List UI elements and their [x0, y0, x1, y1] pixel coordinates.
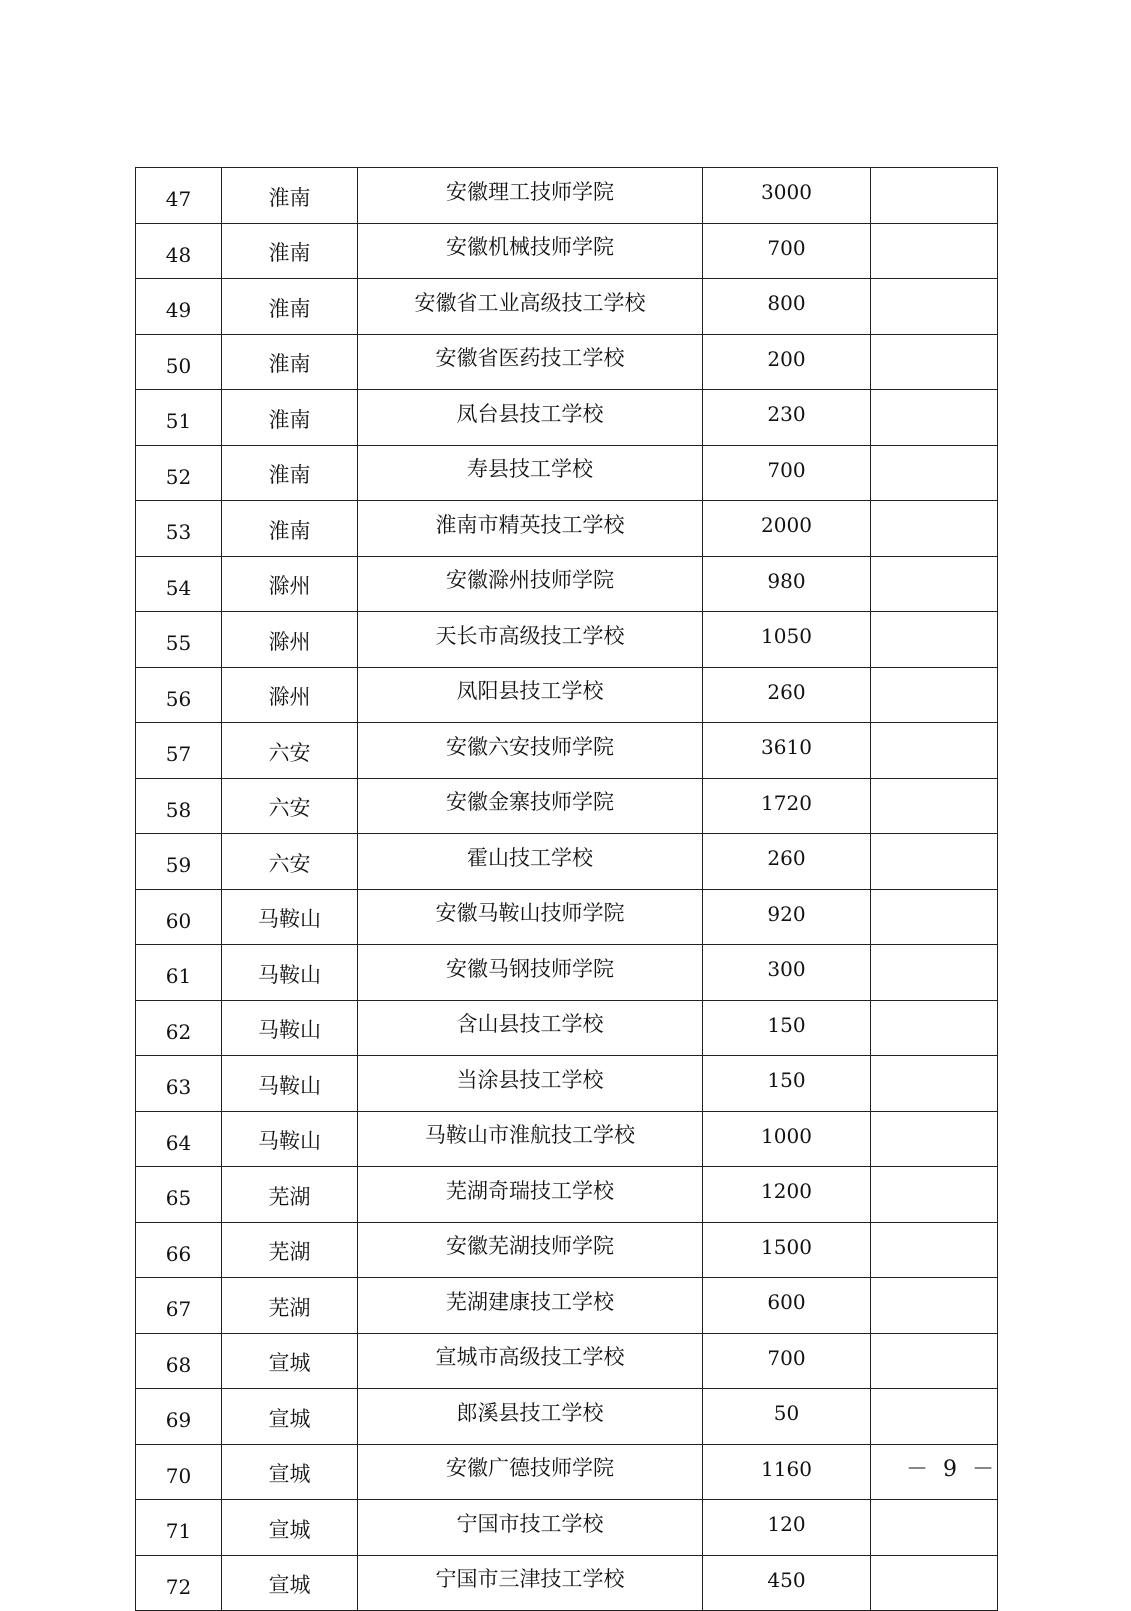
remarks-cell — [871, 1111, 998, 1167]
row-number-cell: 60 — [136, 889, 222, 945]
table-row — [136, 390, 998, 446]
school-name-cell: 宁国市三津技工学校 — [358, 1555, 703, 1611]
city-cell: 淮南 — [222, 279, 358, 335]
row-number-cell: 64 — [136, 1111, 222, 1167]
quota-cell: 980 — [703, 556, 871, 612]
remarks-cell — [871, 1555, 998, 1611]
school-name-cell: 安徽金寨技师学院 — [358, 778, 703, 834]
row-number-cell: 47 — [136, 168, 222, 224]
remarks-cell — [871, 778, 998, 834]
city-cell: 芜湖 — [222, 1278, 358, 1334]
city-cell: 宣城 — [222, 1444, 358, 1500]
remarks-cell — [871, 1500, 998, 1556]
table-body — [136, 168, 998, 1611]
quota-cell: 120 — [703, 1500, 871, 1556]
table-row — [136, 279, 998, 335]
city-cell: 滁州 — [222, 667, 358, 723]
remarks-cell — [871, 889, 998, 945]
quota-cell: 3610 — [703, 723, 871, 779]
quota-cell: 700 — [703, 1333, 871, 1389]
city-cell: 芜湖 — [222, 1167, 358, 1223]
city-cell: 滁州 — [222, 556, 358, 612]
school-name-cell: 寿县技工学校 — [358, 445, 703, 501]
row-number-cell: 70 — [136, 1444, 222, 1500]
remarks-cell — [871, 390, 998, 446]
city-cell: 马鞍山 — [222, 1056, 358, 1112]
school-name-cell: 安徽马钢技师学院 — [358, 945, 703, 1001]
row-number-cell: 62 — [136, 1000, 222, 1056]
school-name-cell: 安徽机械技师学院 — [358, 223, 703, 279]
school-name-cell: 安徽省医药技工学校 — [358, 334, 703, 390]
remarks-cell — [871, 1167, 998, 1223]
city-cell: 马鞍山 — [222, 889, 358, 945]
remarks-cell — [871, 1222, 998, 1278]
city-cell: 淮南 — [222, 501, 358, 557]
row-number-cell: 59 — [136, 834, 222, 890]
quota-cell: 2000 — [703, 501, 871, 557]
table-row — [136, 1444, 998, 1500]
row-number-cell: 50 — [136, 334, 222, 390]
school-name-cell: 宣城市高级技工学校 — [358, 1333, 703, 1389]
remarks-cell — [871, 279, 998, 335]
quota-cell: 1000 — [703, 1111, 871, 1167]
school-name-cell: 淮南市精英技工学校 — [358, 501, 703, 557]
row-number-cell: 49 — [136, 279, 222, 335]
table-row — [136, 945, 998, 1001]
school-name-cell: 安徽广德技师学院 — [358, 1444, 703, 1500]
quota-cell: 230 — [703, 390, 871, 446]
row-number-cell: 65 — [136, 1167, 222, 1223]
school-name-cell: 含山县技工学校 — [358, 1000, 703, 1056]
quota-cell: 920 — [703, 889, 871, 945]
row-number-cell: 57 — [136, 723, 222, 779]
school-name-cell: 凤台县技工学校 — [358, 390, 703, 446]
row-number-cell: 55 — [136, 612, 222, 668]
page-number: － 9 － — [906, 1457, 998, 1482]
school-name-cell: 凤阳县技工学校 — [358, 667, 703, 723]
table-row — [136, 612, 998, 668]
table-row — [136, 1056, 998, 1112]
table-row — [136, 1333, 998, 1389]
school-name-cell: 安徽理工技师学院 — [358, 168, 703, 224]
quota-cell: 1160 — [703, 1444, 871, 1500]
row-number-cell: 72 — [136, 1555, 222, 1611]
quota-cell: 260 — [703, 834, 871, 890]
remarks-cell — [871, 445, 998, 501]
city-cell: 淮南 — [222, 223, 358, 279]
table-row — [136, 1111, 998, 1167]
city-cell: 滁州 — [222, 612, 358, 668]
remarks-cell — [871, 1333, 998, 1389]
table-row — [136, 834, 998, 890]
table-row — [136, 778, 998, 834]
row-number-cell: 48 — [136, 223, 222, 279]
row-number-cell: 71 — [136, 1500, 222, 1556]
row-number-cell: 63 — [136, 1056, 222, 1112]
quota-cell: 1500 — [703, 1222, 871, 1278]
city-cell: 六安 — [222, 834, 358, 890]
quota-cell: 700 — [703, 445, 871, 501]
school-name-cell: 芜湖奇瑞技工学校 — [358, 1167, 703, 1223]
row-number-cell: 68 — [136, 1333, 222, 1389]
city-cell: 宣城 — [222, 1389, 358, 1445]
table-row — [136, 1278, 998, 1334]
city-cell: 马鞍山 — [222, 945, 358, 1001]
table-row — [136, 223, 998, 279]
remarks-cell — [871, 501, 998, 557]
row-number-cell: 56 — [136, 667, 222, 723]
row-number-cell: 67 — [136, 1278, 222, 1334]
quota-cell: 3000 — [703, 168, 871, 224]
quota-cell: 200 — [703, 334, 871, 390]
quota-cell: 700 — [703, 223, 871, 279]
remarks-cell — [871, 168, 998, 224]
quota-cell: 150 — [703, 1000, 871, 1056]
table-row — [136, 1500, 998, 1556]
quota-cell: 1050 — [703, 612, 871, 668]
quota-cell: 600 — [703, 1278, 871, 1334]
city-cell: 芜湖 — [222, 1222, 358, 1278]
remarks-cell — [871, 334, 998, 390]
row-number-cell: 66 — [136, 1222, 222, 1278]
school-name-cell: 郎溪县技工学校 — [358, 1389, 703, 1445]
quota-cell: 1720 — [703, 778, 871, 834]
quota-cell: 800 — [703, 279, 871, 335]
remarks-cell — [871, 667, 998, 723]
quota-cell: 150 — [703, 1056, 871, 1112]
city-cell: 淮南 — [222, 390, 358, 446]
table-row — [136, 1555, 998, 1611]
quota-cell: 260 — [703, 667, 871, 723]
school-name-cell: 霍山技工学校 — [358, 834, 703, 890]
row-number-cell: 51 — [136, 390, 222, 446]
remarks-cell — [871, 1056, 998, 1112]
city-cell: 淮南 — [222, 445, 358, 501]
school-name-cell: 宁国市技工学校 — [358, 1500, 703, 1556]
city-cell: 宣城 — [222, 1333, 358, 1389]
school-name-cell: 安徽省工业高级技工学校 — [358, 279, 703, 335]
table-row — [136, 556, 998, 612]
school-name-cell: 安徽六安技师学院 — [358, 723, 703, 779]
quota-cell: 50 — [703, 1389, 871, 1445]
school-name-cell: 安徽滁州技师学院 — [358, 556, 703, 612]
city-cell: 淮南 — [222, 334, 358, 390]
remarks-cell — [871, 945, 998, 1001]
city-cell: 六安 — [222, 723, 358, 779]
table-row — [136, 334, 998, 390]
row-number-cell: 61 — [136, 945, 222, 1001]
table-row — [136, 1167, 998, 1223]
city-cell: 宣城 — [222, 1500, 358, 1556]
remarks-cell — [871, 612, 998, 668]
city-cell: 宣城 — [222, 1555, 358, 1611]
school-enrollment-table — [135, 167, 998, 1611]
table-row — [136, 723, 998, 779]
city-cell: 马鞍山 — [222, 1111, 358, 1167]
table-row — [136, 667, 998, 723]
table-row — [136, 1222, 998, 1278]
table-row — [136, 445, 998, 501]
table-row — [136, 889, 998, 945]
school-name-cell: 安徽芜湖技师学院 — [358, 1222, 703, 1278]
remarks-cell — [871, 556, 998, 612]
city-cell: 淮南 — [222, 168, 358, 224]
school-name-cell: 芜湖建康技工学校 — [358, 1278, 703, 1334]
school-name-cell: 安徽马鞍山技师学院 — [358, 889, 703, 945]
remarks-cell — [871, 1000, 998, 1056]
school-name-cell: 马鞍山市淮航技工学校 — [358, 1111, 703, 1167]
quota-cell: 300 — [703, 945, 871, 1001]
table-row — [136, 501, 998, 557]
quota-cell: 450 — [703, 1555, 871, 1611]
row-number-cell: 54 — [136, 556, 222, 612]
row-number-cell: 58 — [136, 778, 222, 834]
school-name-cell: 天长市高级技工学校 — [358, 612, 703, 668]
school-name-cell: 当涂县技工学校 — [358, 1056, 703, 1112]
remarks-cell — [871, 1389, 998, 1445]
remarks-cell — [871, 1278, 998, 1334]
table-row — [136, 1389, 998, 1445]
row-number-cell: 69 — [136, 1389, 222, 1445]
city-cell: 六安 — [222, 778, 358, 834]
remarks-cell — [871, 723, 998, 779]
remarks-cell — [871, 834, 998, 890]
quota-cell: 1200 — [703, 1167, 871, 1223]
table-row — [136, 1000, 998, 1056]
row-number-cell: 52 — [136, 445, 222, 501]
remarks-cell — [871, 223, 998, 279]
city-cell: 马鞍山 — [222, 1000, 358, 1056]
table-row — [136, 168, 998, 224]
row-number-cell: 53 — [136, 501, 222, 557]
